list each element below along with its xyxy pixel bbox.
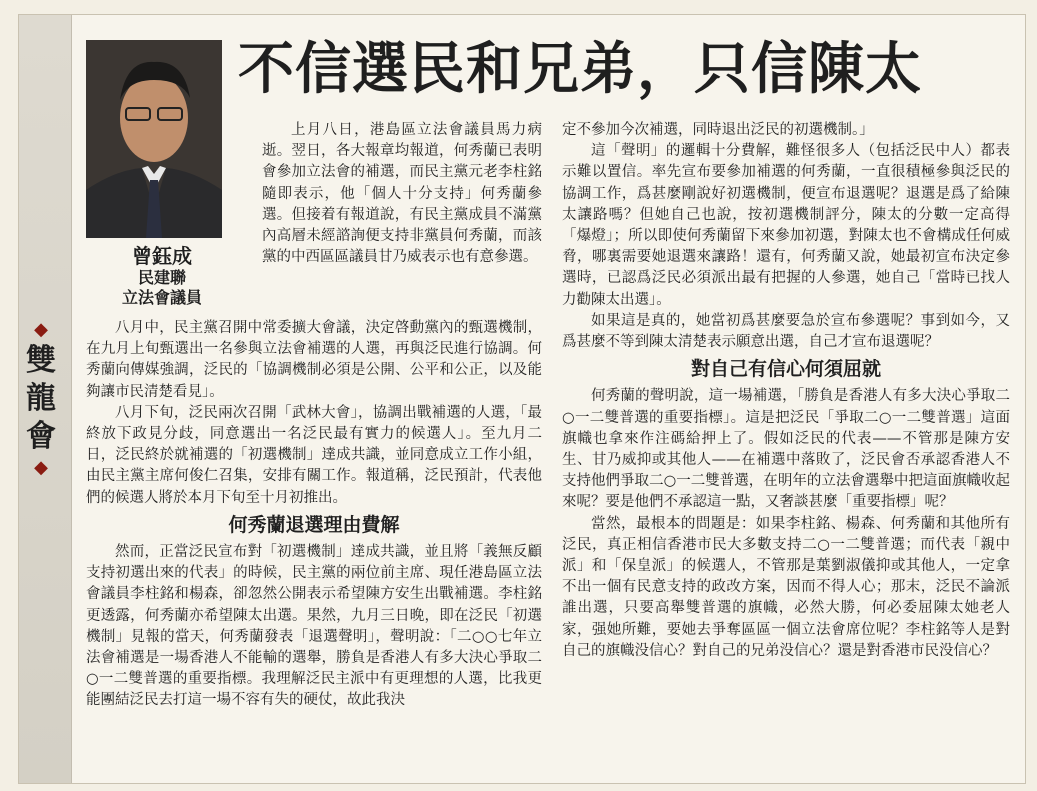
headline: 不信選民和兄弟，只信陳太 [238, 37, 922, 102]
paragraph: 當然，最根本的問題是：如果李柱銘、楊森、何秀蘭和其他所有泛民，真正相信香港市民大多數支持二○一二雙普選；而代表「親中派」和「保皇派」的候選人，不管那是葉劉淑儀抑或其他人，一定拿不出一個有民意支持的政改方案，因而不得人心；那末，泛民不論派誰出選，只要高舉雙普選的旗幟，必然大勝，何必委屈陳太她老人家，强她所難，要她去爭奪區區一個立法會席位呢？李柱銘等人是對自己的旗幟没信心？對自己的兄弟没信心？還是對香港市民没信心？ [562, 515, 1010, 659]
subheading: 何秀蘭退選理由費解 [228, 513, 400, 536]
column-name-char: 會 [26, 419, 56, 454]
paragraph: 何秀蘭的聲明說，這一場補選，「勝負是香港人有多大決心爭取二○一二雙普選的重要指標」。這是把泛民「爭取二○一二雙普選」這面旗幟也拿來作注碼給押上了。假如泛民的代表——不管那是陳方安生、甘乃威抑或其他人——在補選中落敗了，泛民會否承認香港人不支持他們爭取二○一二雙普選，在明年的立法會選舉中把這面旗幟收起來呢？要是他們不承認這一點，又奢談甚麼「重要指標」呢？ [562, 388, 1010, 511]
paragraph: 如果這是真的，她當初爲甚麼要急於宣布參選呢？事到如今，又爲甚麼不等到陳太清楚表示願意出選，自己才宣布退選呢？ [562, 312, 1010, 351]
column-name-char: 龍 [26, 381, 56, 416]
column-name-char: 雙 [26, 343, 56, 378]
paragraph: 上月八日，港島區立法會議員馬力病逝。翌日，各大報章均報道，何秀蘭已表明會參加立法會的補選，而民主黨元老李柱銘隨即表示，他「個人十分支持」何秀蘭參選。但接着有報道說，有民主黨成員不滿黨內高層未經諮詢便支持非黨員何秀蘭，而該黨的中西區區議員甘乃威表示也有意參選。 [262, 122, 542, 266]
paragraph: 這「聲明」的邏輯十分費解，難怪很多人（包括泛民中人）都表示難以置信。率先宣布要參加補選的何秀蘭，一直很積極參與泛民的協調工作，爲甚麼剛說好初選機制，便宣布退選呢？退選是爲了給陳太讓路嗎？但她自己也說，按初選機制評分，陳太的分數一定高得「爆燈」；所以即使何秀蘭留下來參加初選，對陳太也不會構成任何威脅，哪裏需要她退選來讓路！還有，何秀蘭又說，她最初宣布決定參選時，已認爲泛民必須派出最有把握的人參選，她自己「當時已找人力勸陳太出選」。 [562, 143, 1010, 308]
author-name: 曾鈺成 [132, 244, 192, 268]
subheading: 對自己有信心何須屈就 [690, 358, 881, 381]
author-photo [86, 40, 222, 238]
article-column-3 [562, 120, 1010, 662]
paragraph: 然而，正當泛民宣布對「初選機制」達成共識，並且將「義無反顧支持初選出來的代表」的時候，民主黨的兩位前主席、現任港島區立法會議員李柱銘和楊森，卻忽然公開表示希望陳方安生出戰補選。李柱銘更透露，何秀蘭亦希望陳太出選。果然，九月三日晚，即在泛民「初選機制」見報的當天，何秀蘭發表「退選聲明」，聲明說：「二○○七年立法會補選是一場香港人不能輸的選舉，勝負是香港人有多大決心爭取二○一二雙普選的重要指標。我理解泛民主派中有更理想的人選，比我更能團結泛民去打這一場不容有失的硬仗，故此我決 [86, 544, 542, 709]
paragraph: 八月中，民主黨召開中常委擴大會議，決定啓動黨內的甄選機制，在九月上旬甄選出一名參與立法會補選的人選，再與泛民進行協調。何秀蘭向傳媒強調，泛民的「協調機制必須是公開、公平和公正，以及能夠讓市民清楚看見」。 [86, 320, 542, 400]
article-column-2 [86, 318, 542, 712]
author-byline [86, 244, 238, 308]
diamond-icon: ◆ [34, 457, 48, 478]
author-party: 民建聯 [137, 268, 186, 287]
article-column-1 [262, 120, 542, 268]
diamond-icon: ◆ [34, 319, 48, 340]
column-name [22, 318, 60, 480]
paragraph: 定不參加今次補選，同時退出泛民的初選機制。」 [562, 122, 874, 138]
paragraph: 八月下旬，泛民兩次召開「武林大會」，協調出戰補選的人選，「最終放下政見分歧，同意選出一名泛民最有實力的候選人」。至九月二日，泛民終於就補選的「初選機制」達成共識，並同意成立工作小組，由民主黨主席何俊仁召集，安排有關工作。報道稱，泛民預計，代表他們的候選人將於本月下旬至十月初推出。 [86, 404, 542, 506]
author-role: 立法會議員 [121, 288, 202, 307]
